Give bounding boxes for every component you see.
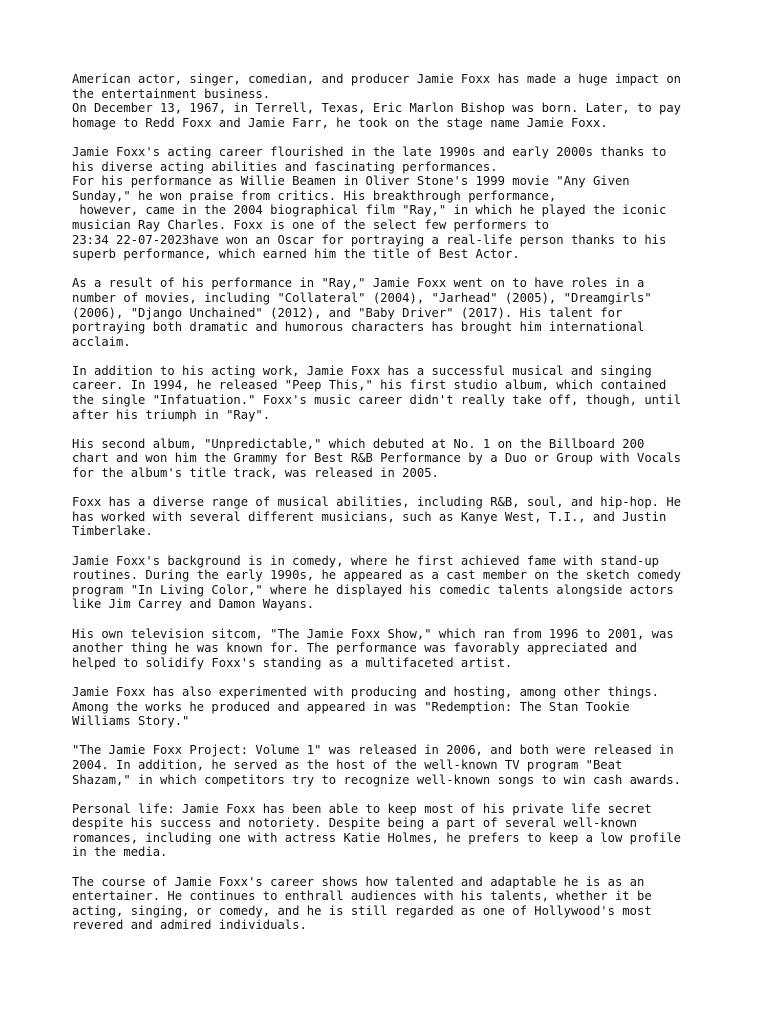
text-line: Foxx has a diverse range of musical abilities, including R&B, soul, and hip-hop. He: [72, 495, 682, 510]
paragraph-second-album: [72, 437, 712, 481]
document-page: [72, 72, 712, 948]
text-line: American actor, singer, comedian, and producer Jamie Foxx has made a huge impact on: [72, 72, 682, 86]
text-line: Jamie Foxx has also experimented with producing and hosting, among other things.: [72, 684, 659, 699]
text-line: In addition to his acting work, Jamie Foxx has a successful musical and singing: [72, 363, 652, 378]
text-line: Jamie Foxx's background is in comedy, where he first achieved fame with stand-up: [72, 553, 659, 568]
text-line: program "In Living Color," where he displayed his comedic talents alongside actors: [72, 582, 674, 597]
text-line: 23:34 22-07-2023have won an Oscar for portraying a real-life person thanks to his: [72, 232, 667, 247]
paragraph-personal-life: [72, 802, 712, 860]
text-line: like Jim Carrey and Damon Wayans.: [72, 597, 315, 612]
paragraph-conclusion: [72, 875, 712, 933]
text-line: has worked with several different musicians, such as Kanye West, T.I., and Justin: [72, 509, 667, 524]
text-line: chart and won him the Grammy for Best R&B Performance by a Duo or Group with Vocals: [72, 451, 682, 466]
text-line: romances, including one with actress Katie Holmes, he prefers to keep a low profile: [72, 830, 682, 845]
text-line: for the album's title track, was released in 2005.: [72, 466, 439, 481]
text-line: the entertainment business.: [72, 86, 271, 101]
text-line: entertainer. He continues to enthrall audiences with his talents, whether it be: [72, 889, 652, 904]
text-line: Among the works he produced and appeared in was "Redemption: The Stan Tookie: [72, 699, 630, 714]
paragraph-music-career: [72, 364, 712, 422]
text-line: On December 13, 1967, in Terrell, Texas, Eric Marlon Bishop was born. Later, to pay: [72, 101, 682, 116]
text-line: number of movies, including "Collateral" (2004), "Jarhead" (2005), "Dreamgirls": [72, 290, 652, 305]
text-line: routines. During the early 1990s, he appeared as a cast member on the sketch comedy: [72, 568, 682, 583]
text-line: career. In 1994, he released "Peep This," his first studio album, which contained: [72, 378, 667, 393]
text-line: acclaim.: [72, 334, 131, 349]
text-line: revered and admired individuals.: [72, 918, 307, 933]
text-line: helped to solidify Foxx's standing as a multifaceted artist.: [72, 655, 513, 670]
text-line: Timberlake.: [72, 524, 153, 539]
paragraph-sitcom: [72, 627, 712, 671]
text-line: For his performance as Willie Beamen in Oliver Stone's 1999 movie "Any Given: [72, 174, 630, 189]
text-line: musician Ray Charles. Foxx is one of the select few performers to: [72, 217, 549, 232]
text-line: Jamie Foxx's acting career flourished in the late 1990s and early 2000s thanks to: [72, 144, 667, 159]
paragraph-acting-career: [72, 145, 712, 262]
text-line: despite his success and notoriety. Despite being a part of several well-known: [72, 816, 637, 831]
text-line: however, came in the 2004 biographical film "Ray," in which he played the iconic: [72, 203, 667, 218]
text-line: 2004. In addition, he served as the host of the well-known TV program "Beat: [72, 757, 623, 772]
paragraph-producing-hosting: [72, 685, 712, 729]
text-line: As a result of his performance in "Ray," Jamie Foxx went on to have roles in a: [72, 276, 645, 291]
text-line: superb performance, which earned him the title of Best Actor.: [72, 247, 520, 262]
text-line: His own television sitcom, "The Jamie Foxx Show," which ran from 1996 to 2001, was: [72, 626, 674, 641]
text-line: "The Jamie Foxx Project: Volume 1" was released in 2006, and both were released in: [72, 743, 674, 758]
paragraph-film-roles: [72, 276, 712, 349]
text-line: Personal life: Jamie Foxx has been able to keep most of his private life secret: [72, 801, 652, 816]
paragraph-musical-range: [72, 495, 712, 539]
text-line: in the media.: [72, 845, 168, 860]
text-line: The course of Jamie Foxx's career shows how talented and adaptable he is as an: [72, 874, 645, 889]
text-line: Shazam," in which competitors try to recognize well-known songs to win cash awards.: [72, 772, 682, 787]
paragraph-comedy: [72, 554, 712, 612]
text-line: homage to Redd Foxx and Jamie Farr, he took on the stage name Jamie Foxx.: [72, 115, 608, 130]
text-line: (2006), "Django Unchained" (2012), and "Baby Driver" (2017). His talent for: [72, 305, 623, 320]
text-line: his diverse acting abilities and fascinating performances.: [72, 159, 498, 174]
paragraph-projects: [72, 743, 712, 787]
text-line: acting, singing, or comedy, and he is still regarded as one of Hollywood's most: [72, 903, 652, 918]
text-line: after his triumph in "Ray".: [72, 407, 271, 422]
text-line: His second album, "Unpredictable," which debuted at No. 1 on the Billboard 200: [72, 436, 645, 451]
text-line: the single "Infatuation." Foxx's music career didn't really take off, though, until: [72, 393, 682, 408]
text-line: another thing he was known for. The performance was favorably appreciated and: [72, 641, 637, 656]
text-line: portraying both dramatic and humorous characters has brought him international: [72, 320, 645, 335]
text-line: Sunday," he won praise from critics. His breakthrough performance,: [72, 188, 557, 203]
text-line: Williams Story.": [72, 714, 190, 729]
paragraph-intro: [72, 72, 712, 130]
